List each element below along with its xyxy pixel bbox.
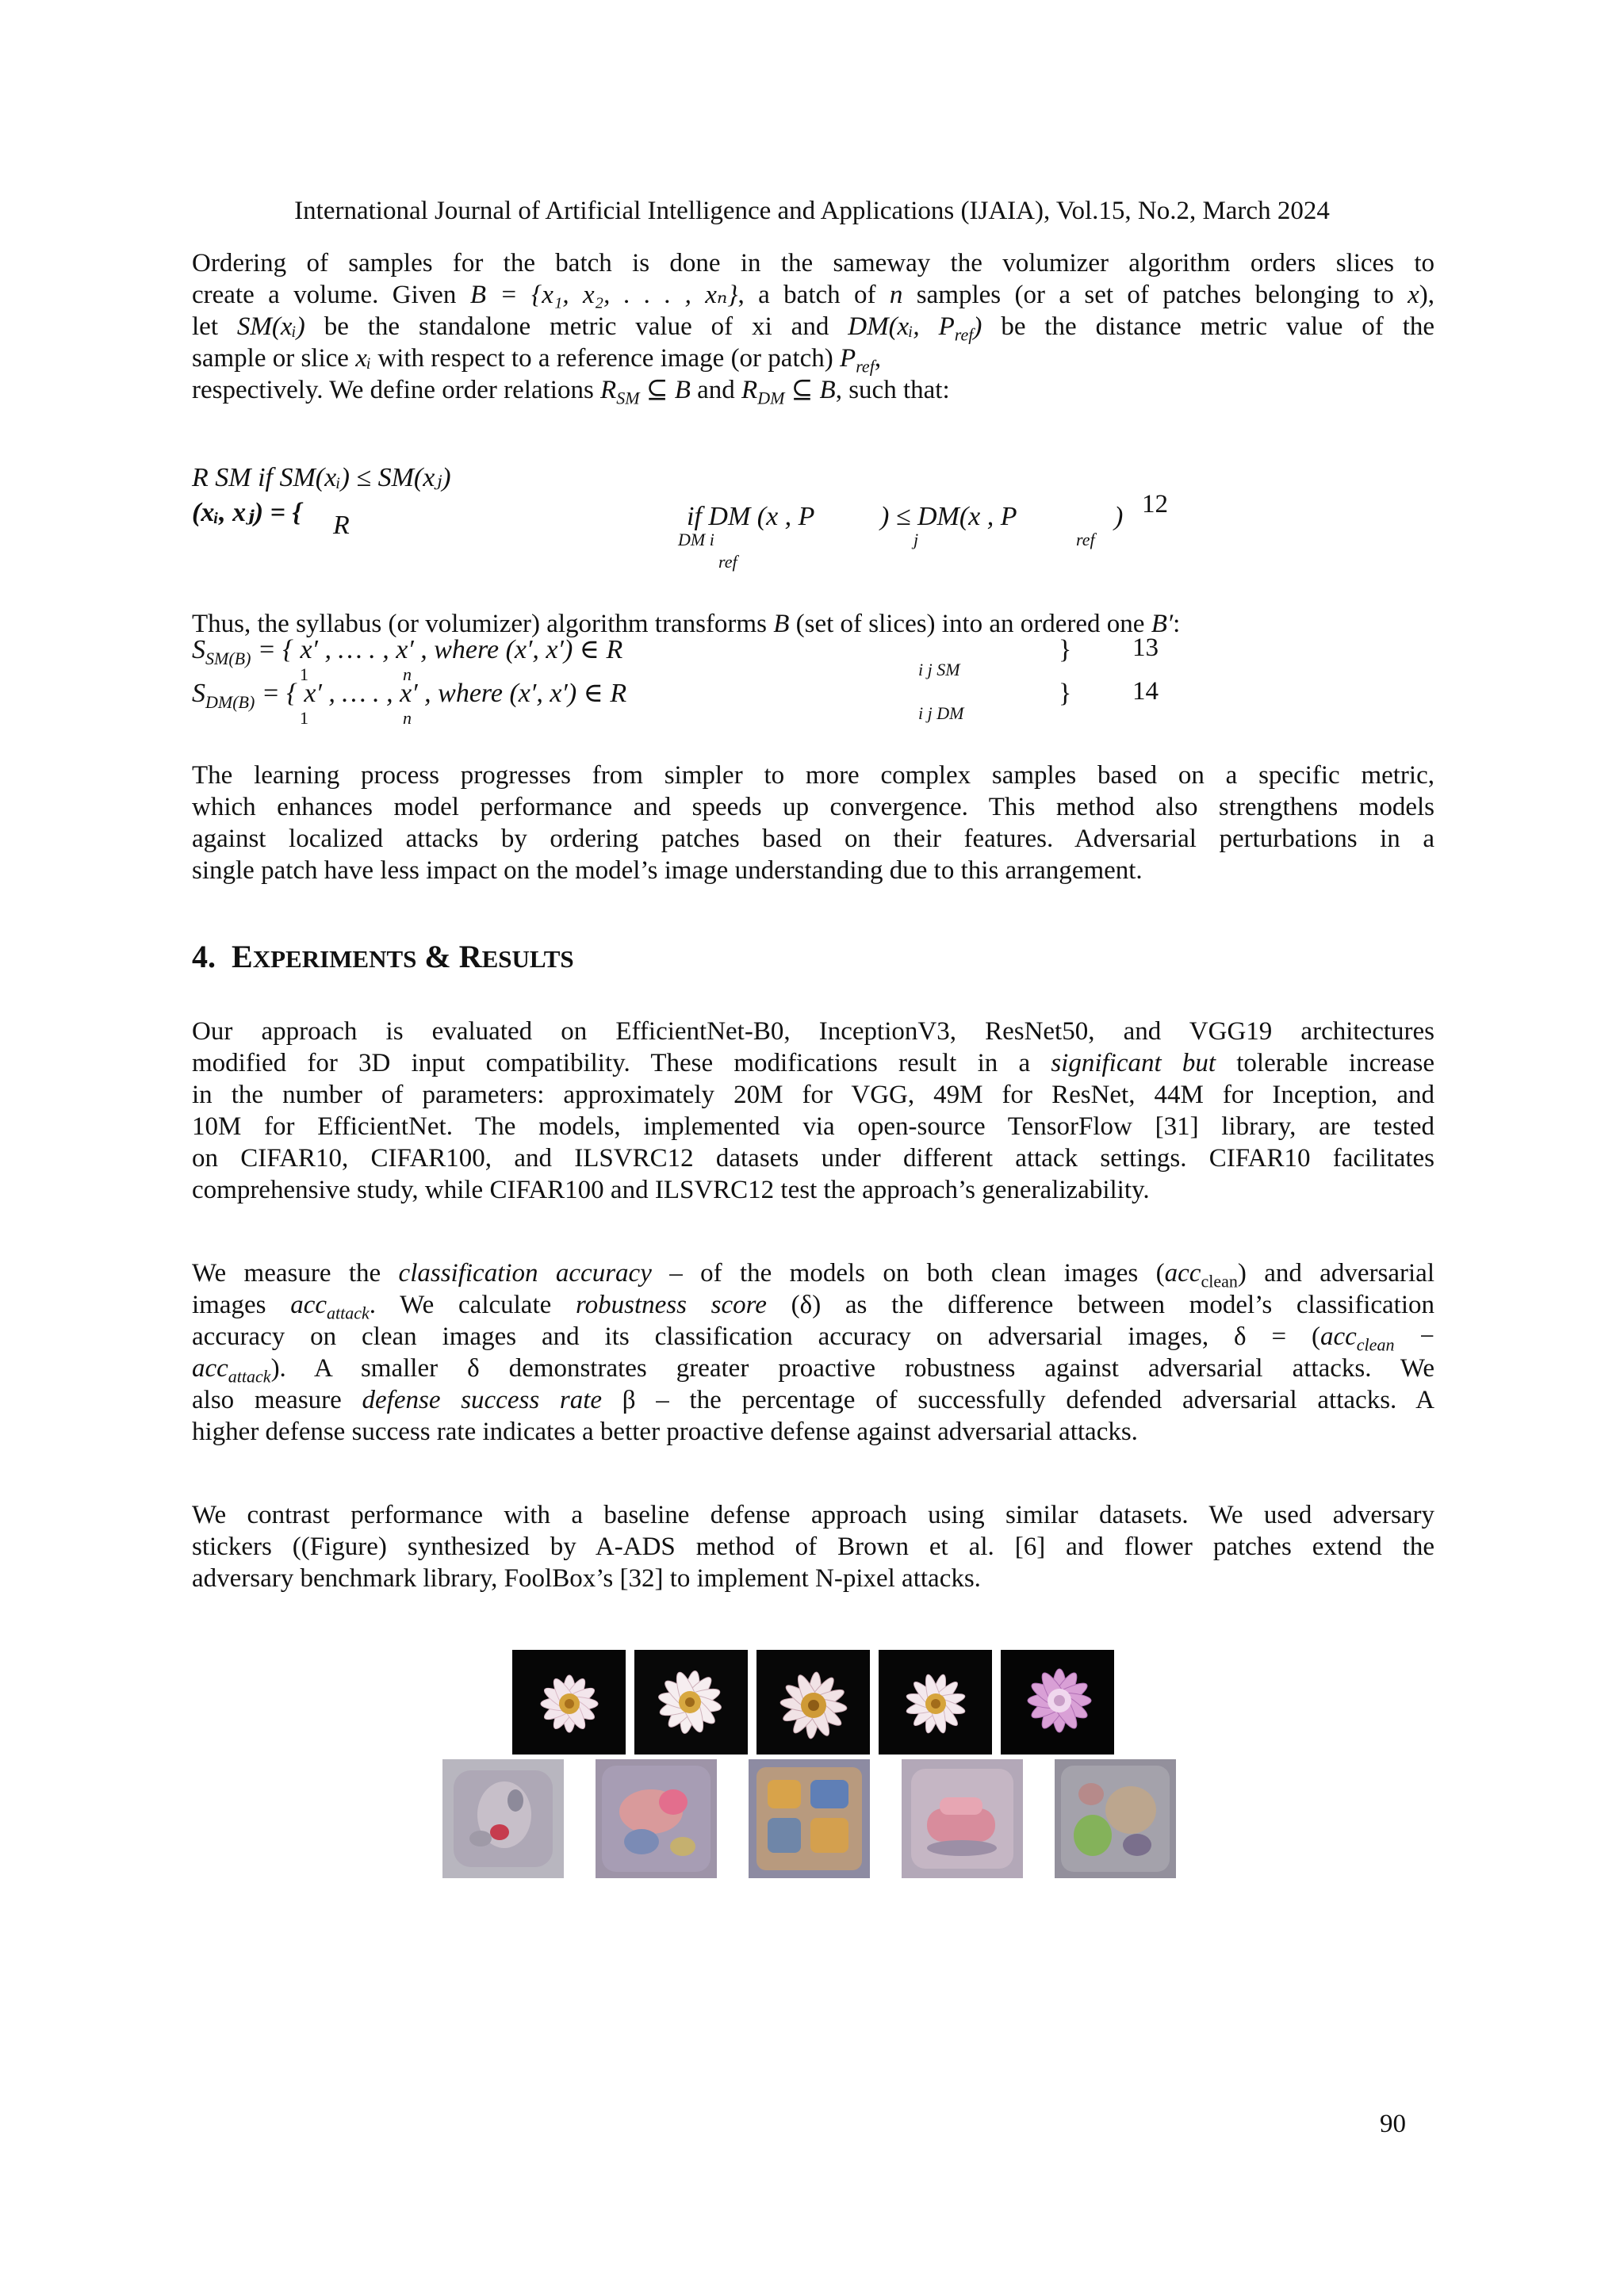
equation-12-lhs: (xᵢ, xⱼ) = { <box>192 498 302 527</box>
paragraph-line: on CIFAR10, CIFAR100, and ILSVRC12 datasets under different attack settings. CIFAR10 facilitates <box>192 1144 1434 1173</box>
equation-12-condition: ) <box>1114 502 1124 531</box>
adversarial-sticker-image <box>442 1759 564 1878</box>
paragraph-line: Ordering of samples for the batch is done in the sameway the volumizer algorithm orders slices to <box>192 249 1434 277</box>
adversarial-sticker-image <box>1055 1759 1176 1878</box>
equation-13-subscript: n <box>403 664 412 684</box>
paragraph-line: modified for 3D input compatibility. These modifications result in a significant but tolerable increase <box>192 1049 1435 1077</box>
equation-14-brace: } <box>1059 679 1072 708</box>
paragraph-ordering <box>192 247 1434 406</box>
equation-14: $S_{DM(B)}$ = { x′ , … . , x′ , where (x′, x′) ∈ R <box>192 679 627 712</box>
paragraph-line: adversary benchmark library, FoolBox’s [32] to implement N-pixel attacks. <box>192 1564 981 1593</box>
paragraph-line: Our approach is evaluated on EfficientNet-B0, InceptionV3, ResNet50, and VGG19 architectures <box>192 1017 1434 1046</box>
adversarial-sticker-image <box>902 1759 1023 1878</box>
equation-number: 14 <box>1132 677 1159 706</box>
equation-13-subscript: i j SM <box>918 660 960 679</box>
equation-number: 12 <box>1142 490 1168 519</box>
paragraph-line: images acc$_{attack}$. We calculate robustness score (δ) as the difference between model’s classification <box>192 1291 1435 1323</box>
equation-14-subscript: 1 <box>300 708 308 728</box>
paragraph-line: comprehensive study, while CIFAR100 and ILSVRC12 test the approach’s generalizability. <box>192 1176 1150 1204</box>
paragraph-metrics <box>192 1257 1434 1448</box>
paragraph-line: against localized attacks by ordering patches based on their features. Adversarial perturbations in a <box>192 825 1434 853</box>
paragraph-line: single patch have less impact on the model’s image understanding due to this arrangement. <box>192 856 1143 885</box>
journal-header: International Journal of Artificial Intelligence and Applications (IJAIA), Vol.15, No.2, March 2024 <box>294 197 1330 225</box>
equation-12-subscript: ref <box>1076 530 1095 549</box>
paragraph-line: which enhances model performance and speeds up convergence. This method also strengthens models <box>192 793 1434 821</box>
paragraph-learning-process <box>192 760 1434 886</box>
paragraph-line: also measure defense success rate β – the percentage of successfully defended adversarial attacks. A <box>192 1386 1435 1414</box>
paragraph-line: higher defense success rate indicates a better proactive defense against adversarial attacks. <box>192 1418 1138 1446</box>
equation-12-relation: R <box>333 511 350 540</box>
equation-12-condition: if DM (x , P <box>687 502 815 531</box>
paragraph-line: stickers ((Figure) synthesized by A-ADS method of Brown et al. [6] and flower patches extend the <box>192 1533 1434 1561</box>
flower-patch-image <box>879 1650 992 1755</box>
equation-14-subscript: n <box>403 708 412 728</box>
paragraph-line: in the number of parameters: approximately 20M for VGG, 49M for ResNet, 44M for Inception, and <box>192 1081 1434 1109</box>
equation-number: 13 <box>1132 633 1159 662</box>
paragraph-line: let SM(xᵢ) be the standalone metric value of xi and DM(xᵢ, $P_{ref}$) be the distance metric value of the <box>192 312 1435 345</box>
paragraph-line: sample or slice xᵢ with respect to a reference image (or patch) $P_{ref}$, <box>192 344 882 377</box>
equation-14-subscript: i j DM <box>918 703 964 723</box>
paragraph-line: Thus, the syllabus (or volumizer) algorithm transforms B (set of slices) into an ordered one B′: <box>192 610 1181 638</box>
paragraph-line: 10M for EfficientNet. The models, implemented via open-source TensorFlow [31] library, are tested <box>192 1112 1434 1141</box>
equation-12-subscript: ref <box>718 552 737 572</box>
paragraph-line: accuracy on clean images and its classification accuracy on adversarial images, δ = (acc$_{clean}$ − <box>192 1322 1434 1355</box>
adversarial-sticker-image <box>749 1759 870 1878</box>
page-number: 90 <box>1380 2110 1406 2138</box>
equation-12-line1: R SM if SM(xᵢ) ≤ SM(xⱼ) <box>192 463 451 492</box>
flower-patch-image <box>634 1650 748 1755</box>
flower-patch-image <box>512 1650 626 1755</box>
adversarial-sticker-image <box>596 1759 717 1878</box>
paragraph-line: respectively. We define order relations $R_{SM}$ ⊆ B and $R_{DM}$ ⊆ B, such that: <box>192 376 950 408</box>
paragraph-approach <box>192 1016 1434 1206</box>
equation-12-condition: ) ≤ DM(x , P <box>880 502 1017 531</box>
section-heading: 4. EXPERIMENTS & RESULTS <box>192 939 574 974</box>
equation-12-subscript: j <box>914 530 919 549</box>
flower-patch-image <box>1001 1650 1114 1755</box>
paragraph-line: The learning process progresses from simpler to more complex samples based on a specific metric, <box>192 761 1434 790</box>
paragraph-line: We measure the classification accuracy – of the models on both clean images (acc$_{clean}$) and adversarial <box>192 1259 1434 1292</box>
paragraph-line: acc$_{attack}$). A smaller δ demonstrates greater proactive robustness against adversarial attacks. We <box>192 1354 1434 1387</box>
equation-13-brace: } <box>1059 635 1072 664</box>
equation-13: $S_{SM(B)}$ = { x′ , … . , x′ , where (x′, x′) ∈ R <box>192 635 623 668</box>
paragraph-baseline <box>192 1499 1434 1594</box>
paragraph-line: We contrast performance with a baseline defense approach using similar datasets. We used adversary <box>192 1501 1434 1529</box>
paragraph-line: create a volume. Given B = {x₁, x₂, . . . , xₙ}, a batch of n samples (or a set of patches belonging to x), <box>192 281 1434 309</box>
equation-13-subscript: 1 <box>300 664 308 684</box>
flower-patch-image <box>756 1650 870 1755</box>
equation-12-subscript: DM i <box>678 530 714 549</box>
